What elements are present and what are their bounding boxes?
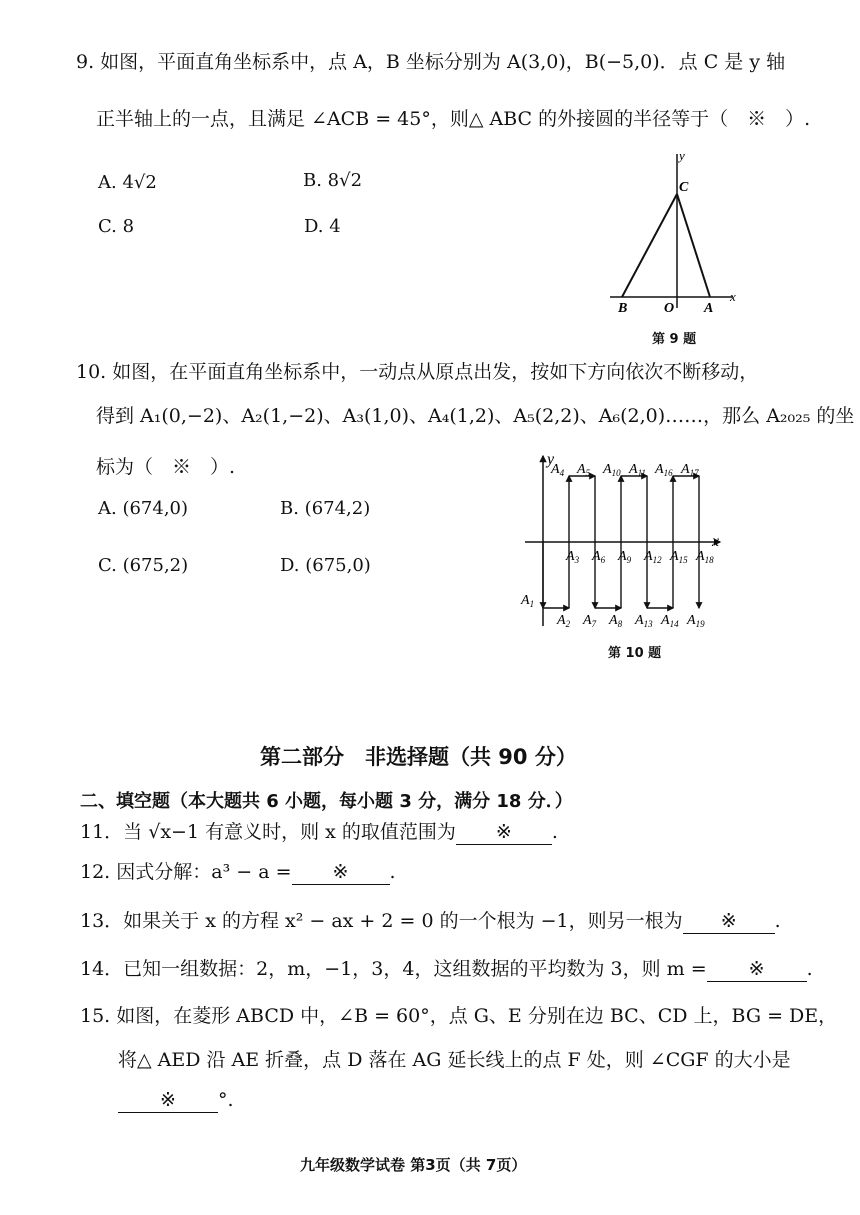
q9-caption: 第 9 题 bbox=[652, 332, 697, 347]
label-o: O bbox=[664, 301, 675, 316]
q9-option-d: D. 4 bbox=[304, 216, 341, 237]
q9-option-a: A. 4√2 bbox=[98, 172, 157, 193]
label-bottom-a14: $A_{14}$ bbox=[661, 613, 679, 629]
label-mid-a9: $A_9$ bbox=[618, 549, 632, 565]
label-mid-a6: $A_6$ bbox=[592, 549, 606, 565]
label-bottom-a13: $A_{13}$ bbox=[635, 613, 653, 629]
q9-line2: 正半轴上的一点，且满足 ∠ACB = 45°，则△ ABC 的外接圆的半径等于（ ※ ）. bbox=[96, 108, 811, 130]
q10-option-b: B. (674,2) bbox=[280, 498, 371, 519]
label-bottom-a8: $A_8$ bbox=[609, 613, 623, 629]
q15-line2: 将△ AED 沿 AE 折叠，点 D 落在 AG 延长线上的点 F 处，则 ∠CGF 的大小是 bbox=[118, 1049, 791, 1071]
label-top-a11: $A_{11}$ bbox=[629, 462, 646, 478]
q12-end: . bbox=[389, 861, 396, 883]
q12-blank: ※ bbox=[292, 860, 390, 885]
q9-option-c: C. 8 bbox=[98, 216, 135, 237]
q14 bbox=[80, 957, 813, 982]
q9-option-b: B. 8√2 bbox=[303, 170, 363, 191]
label-a1: $A_1$ bbox=[521, 593, 535, 609]
label-x: x bbox=[712, 533, 720, 550]
q13-text: 13．如果关于 x 的方程 x² − ax + 2 = 0 的一个根为 −1，则另一根为 bbox=[80, 910, 683, 932]
q10-figure bbox=[515, 450, 730, 630]
q11-text: 11．当 √x−1 有意义时，则 x 的取值范围为 bbox=[80, 821, 456, 843]
q15-line3 bbox=[118, 1088, 234, 1113]
q10-line1: 10. 如图，在平面直角坐标系中，一动点从原点出发，按如下方向依次不断移动， bbox=[76, 361, 759, 383]
q15-line1: 15. 如图，在菱形 ABCD 中，∠B = 60°，点 G、E 分别在边 BC、CD 上，BG = DE， bbox=[80, 1005, 838, 1027]
q14-text: 14．已知一组数据：2，m，−1，3，4，这组数据的平均数为 3，则 m = bbox=[80, 958, 707, 980]
q15-blank: ※ bbox=[118, 1088, 218, 1113]
label-top-a16: $A_{16}$ bbox=[655, 462, 673, 478]
label-c: C bbox=[679, 180, 689, 195]
label-mid-a12: $A_{12}$ bbox=[644, 549, 662, 565]
label-x: x bbox=[730, 289, 736, 304]
q13-end: . bbox=[774, 910, 781, 932]
label-bottom-a7: $A_7$ bbox=[583, 613, 597, 629]
point-labels bbox=[520, 462, 714, 629]
part2-title: 第二部分 非选择题（共 90 分） bbox=[260, 745, 577, 769]
q13-blank: ※ bbox=[683, 909, 775, 934]
page-footer: 九年级数学试卷 第3页（共 7页） bbox=[300, 1156, 527, 1174]
label-top-a10: $A_{10}$ bbox=[603, 462, 621, 478]
q10-option-c: C. (675,2) bbox=[98, 555, 189, 576]
q10-line2: 得到 A₁(0,−2)、A₂(1,−2)、A₃(1,0)、A₄(1,2)、A₅(2,2)、A₆(2,0)……，那么 A₂₀₂₅ 的坐 bbox=[96, 405, 855, 427]
q12 bbox=[80, 860, 396, 885]
q10-caption: 第 10 题 bbox=[608, 646, 662, 661]
q11-end: . bbox=[551, 821, 558, 843]
q14-end: . bbox=[806, 958, 813, 980]
section2-title: 二、填空题（本大题共 6 小题，每小题 3 分，满分 18 分．） bbox=[80, 791, 573, 812]
q11 bbox=[80, 820, 558, 845]
q14-blank: ※ bbox=[707, 957, 807, 982]
q15-end: °. bbox=[218, 1089, 234, 1111]
q9-line1: 9. 如图，平面直角坐标系中，点 A，B 坐标分别为 A(3,0)，B(−5,0)．点 C 是 y 轴 bbox=[76, 51, 786, 73]
label-bottom-a19: $A_{19}$ bbox=[687, 613, 705, 629]
label-bottom-a2: $A_2$ bbox=[557, 613, 571, 629]
q11-blank: ※ bbox=[456, 820, 552, 845]
label-y: y bbox=[547, 451, 555, 468]
label-top-a4: $A_4$ bbox=[551, 462, 565, 478]
q13 bbox=[80, 909, 781, 934]
q12-text: 12. 因式分解：a³ − a = bbox=[80, 861, 292, 883]
label-b: B bbox=[618, 301, 628, 316]
q10-line3: 标为（ ※ ）. bbox=[96, 456, 236, 478]
label-mid-a15: $A_{15}$ bbox=[670, 549, 688, 565]
label-mid-a3: $A_3$ bbox=[566, 549, 580, 565]
label-top-a17: $A_{17}$ bbox=[681, 462, 699, 478]
q10-option-d: D. (675,0) bbox=[280, 555, 371, 576]
q10-option-a: A. (674,0) bbox=[98, 498, 189, 519]
segment-ac bbox=[677, 194, 710, 297]
segment-bc bbox=[622, 194, 677, 297]
label-top-a5: $A_5$ bbox=[577, 462, 591, 478]
q9-figure bbox=[600, 148, 760, 320]
label-a: A bbox=[704, 301, 714, 316]
label-y: y bbox=[679, 148, 685, 163]
label-mid-a18: $A_{18}$ bbox=[696, 549, 714, 565]
